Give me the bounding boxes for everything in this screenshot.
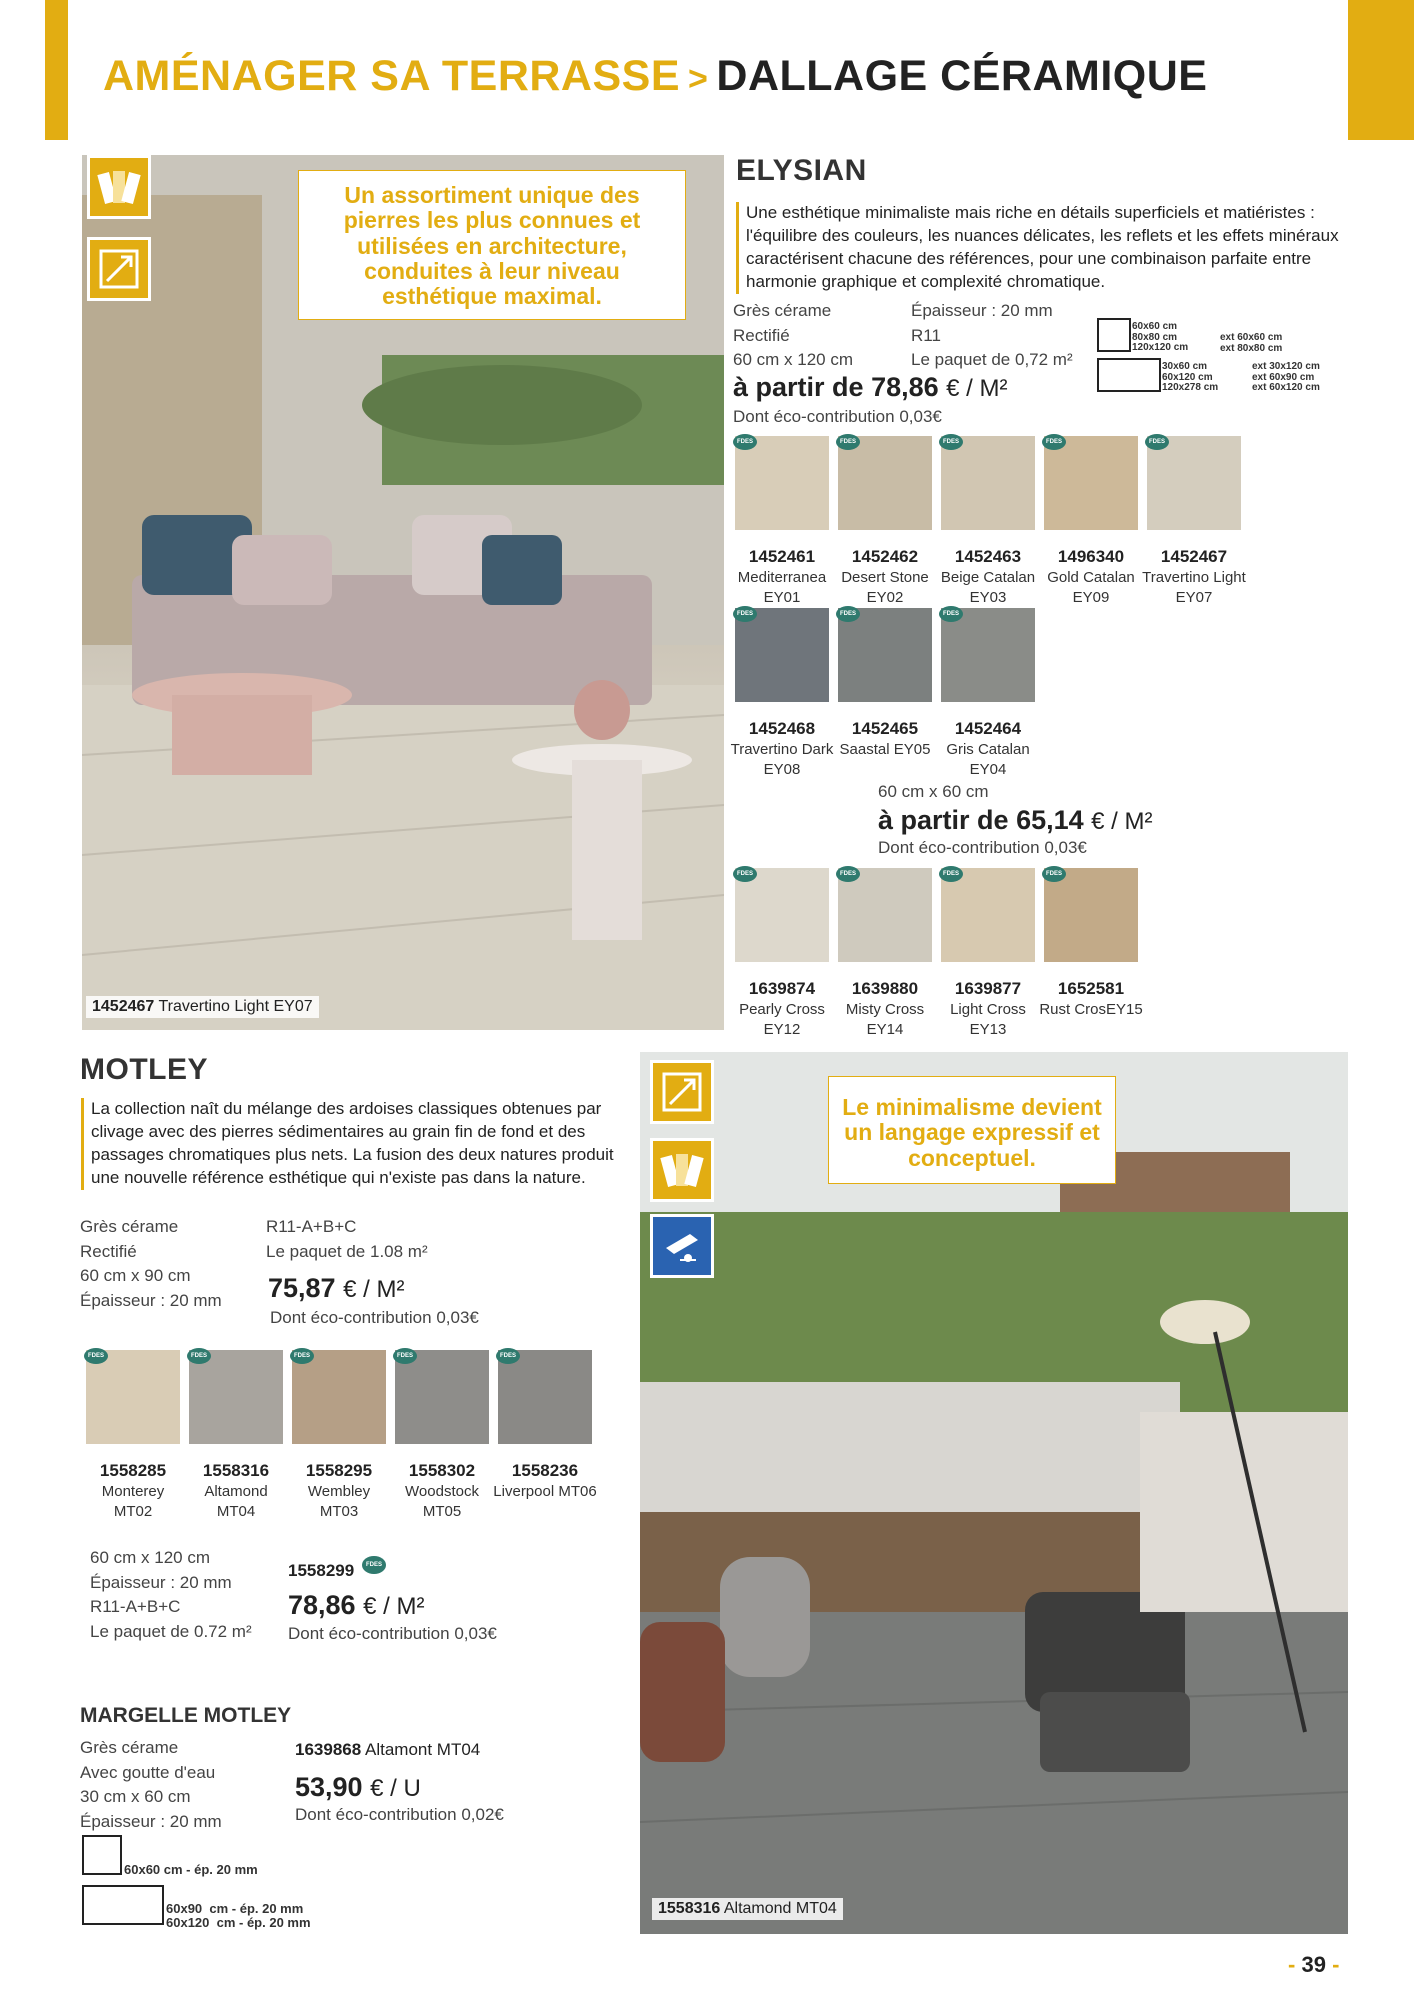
tile-code: 1452467 <box>1160 547 1228 566</box>
motley-big-spec-package: Le paquet de 0.72 m² <box>90 1621 252 1641</box>
tile-reference <box>833 546 937 607</box>
elysian-price <box>733 372 1008 403</box>
motley-spec-thickness: Épaisseur : 20 mm <box>80 1290 222 1310</box>
tile-code: 1558236 <box>511 1461 579 1480</box>
fdes-badge: FDES <box>362 1556 386 1574</box>
fdes-badge: FDES <box>187 1348 211 1364</box>
tile-name: Mediterranea EY01 <box>737 569 827 606</box>
tile-swatch <box>941 608 1035 702</box>
elysian-spec-size: 60 cm x 120 cm <box>733 350 853 370</box>
tile-reference <box>493 1460 597 1502</box>
tile-name: Travertino Dark EY08 <box>730 741 834 778</box>
motley-callout: Le minimalisme devient un langage expressif et conceptuel. <box>828 1076 1116 1184</box>
tile-reference <box>730 978 834 1039</box>
margelle-code: 1639868 <box>295 1740 362 1759</box>
motley-spec-size: 60 cm x 90 cm <box>80 1266 191 1286</box>
elysian-format-box2-text: 30x60 cm 60x120 cm 120x278 cm <box>1162 361 1219 393</box>
elysian-eco: Dont éco-contribution 0,03€ <box>733 407 942 426</box>
tile-code: 1452468 <box>748 719 816 738</box>
tile-swatch <box>292 1350 386 1444</box>
motley-big-price-unit: € / M² <box>363 1593 425 1620</box>
elysian-price-prefix: à partir de <box>733 372 864 402</box>
motley-spec-package: Le paquet de 1.08 m² <box>266 1241 428 1261</box>
tile-swatch <box>941 436 1035 530</box>
page-number-value: 39 <box>1301 1952 1326 1977</box>
large-format-icon <box>650 1060 714 1124</box>
elysian-spec-finish: Rectifié <box>733 325 790 345</box>
elysian-format-box2-ext <box>1252 362 1320 394</box>
elysian-price-unit: € / M² <box>946 375 1008 402</box>
photo2-caption-name: Altamond MT04 <box>723 1900 837 1917</box>
tile-code: 1639874 <box>748 979 816 998</box>
margelle-price <box>295 1772 421 1803</box>
motley-price-unit: € / M² <box>343 1276 405 1303</box>
elysian-price2 <box>878 805 1153 836</box>
elysian-format-box1-ext-text: ext 60x60 cm ext 80x80 cm <box>1220 332 1283 354</box>
elysian-format-box1-ext <box>1220 333 1282 354</box>
elysian-price-value: 78,86 <box>871 372 939 402</box>
tile-name: Pearly Cross EY12 <box>739 1001 825 1038</box>
margelle-spec-size: 30 cm x 60 cm <box>80 1787 191 1807</box>
tile-reference <box>390 1460 494 1521</box>
tile-swatch <box>735 436 829 530</box>
fdes-badge: FDES <box>733 434 757 450</box>
margelle-spec-material: Grès cérame <box>80 1738 179 1757</box>
fdes-badge: FDES <box>836 606 860 622</box>
tile-reference <box>833 978 937 1039</box>
motley-title: MOTLEY <box>80 1053 208 1086</box>
elysian-spec-package: Le paquet de 0,72 m² <box>911 350 1073 370</box>
tile-name: Light Cross EY13 <box>950 1001 1026 1038</box>
tile-code: 1452465 <box>851 719 919 738</box>
fdes-badge: FDES <box>733 866 757 882</box>
motley-big-price <box>288 1590 424 1621</box>
tile-name: Desert Stone EY02 <box>841 569 929 606</box>
tile-swatch <box>86 1350 180 1444</box>
header-accent-bar-right <box>1348 0 1414 140</box>
tile-swatch <box>735 608 829 702</box>
motley-eco: Dont éco-contribution 0,03€ <box>270 1308 479 1327</box>
tile-reference <box>81 1460 185 1521</box>
page-number: - 39 - <box>1288 1952 1340 1977</box>
motley-big-spec-thickness: Épaisseur : 20 mm <box>90 1572 232 1592</box>
tile-name: Rust CrosEY15 <box>1039 1001 1143 1019</box>
elysian-eco2: Dont éco-contribution 0,03€ <box>878 838 1087 857</box>
tile-swatch <box>735 868 829 962</box>
tile-name: Gold Catalan EY09 <box>1047 569 1135 606</box>
format-rectangle-icon <box>1097 358 1161 392</box>
margelle-eco: Dont éco-contribution 0,02€ <box>295 1805 504 1824</box>
tile-name: Travertino Light EY07 <box>1142 569 1246 606</box>
photo1-caption-code: 1452467 <box>92 998 155 1015</box>
tile-code: 1652581 <box>1057 979 1125 998</box>
photo1-caption-name: Travertino Light EY07 <box>158 998 313 1015</box>
margelle-price-unit: € / U <box>370 1775 421 1802</box>
elysian-price2-value: 65,14 <box>1016 805 1084 835</box>
tile-reference <box>730 718 834 779</box>
margelle-ref <box>295 1740 480 1760</box>
title-part2: DALLAGE CÉRAMIQUE <box>716 52 1208 100</box>
elysian-spec-left <box>733 299 853 373</box>
tile-code: 1452462 <box>851 547 919 566</box>
elysian-format-box1-text: 60x60 cm 80x80 cm 120x120 cm <box>1132 321 1189 353</box>
tile-name: Misty Cross EY14 <box>845 1001 925 1038</box>
tile-name: Gris Catalan EY04 <box>946 741 1030 778</box>
margelle-spec <box>80 1736 222 1835</box>
tile-name: Altamond MT04 <box>204 1483 268 1520</box>
tile-reference <box>936 718 1040 779</box>
margelle-format2: 60x90 cm - ép. 20 mm 60x120 cm - ép. 20 mm <box>166 1901 311 1930</box>
margelle-spec-drip: Avec goutte d'eau <box>80 1762 216 1782</box>
elysian-spec-material: Grès cérame <box>733 301 832 320</box>
margelle-format1: 60x60 cm - ép. 20 mm <box>124 1862 258 1877</box>
motley-spec-slip: R11-A+B+C <box>266 1217 357 1236</box>
motley-big-spec-size: 60 cm x 120 cm <box>90 1548 210 1567</box>
tile-code: 1452463 <box>954 547 1022 566</box>
terrace-photo-motley <box>640 1052 1348 1934</box>
tile-swatch <box>1044 436 1138 530</box>
page-title <box>103 52 1207 101</box>
tile-swatch <box>395 1350 489 1444</box>
tile-name: Beige Catalan EY03 <box>940 569 1036 606</box>
format-rectangle-icon <box>82 1885 164 1925</box>
tile-name: Woodstock MT05 <box>405 1483 479 1520</box>
terrace-scene-illustration <box>640 1052 1348 1934</box>
tile-code: 1558295 <box>305 1461 373 1480</box>
margelle-spec-thickness: Épaisseur : 20 mm <box>80 1811 222 1831</box>
elysian-size2: 60 cm x 60 cm <box>878 782 989 801</box>
fdes-badge: FDES <box>1042 434 1066 450</box>
tile-reference <box>936 546 1040 607</box>
fdes-badge: FDES <box>836 866 860 882</box>
format-square-icon <box>1097 318 1131 352</box>
anti-slip-icon <box>650 1214 714 1278</box>
elysian-format-box2-ext-text: ext 30x120 cm ext 60x90 cm ext 60x120 cm <box>1252 361 1320 393</box>
elysian-price2-prefix: à partir de <box>878 805 1009 835</box>
tile-reference <box>287 1460 391 1521</box>
tile-reference <box>936 978 1040 1039</box>
tile-reference <box>1142 546 1246 607</box>
photo2-caption-code: 1558316 <box>658 1900 721 1917</box>
color-palette-icon <box>650 1138 714 1202</box>
motley-price <box>268 1273 404 1304</box>
header-accent-bar-left <box>45 0 68 140</box>
large-format-icon <box>87 237 151 301</box>
tile-code: 1558316 <box>202 1461 270 1480</box>
fdes-badge: FDES <box>1145 434 1169 450</box>
motley-big-price-value: 78,86 <box>288 1590 356 1620</box>
motley-spec-left <box>80 1215 222 1314</box>
photo2-caption <box>652 1898 843 1920</box>
fdes-badge: FDES <box>939 866 963 882</box>
tile-code: 1639880 <box>851 979 919 998</box>
tile-name: Wembley MT03 <box>307 1483 371 1520</box>
margelle-price-value: 53,90 <box>295 1772 363 1802</box>
tile-name: Liverpool MT06 <box>493 1483 597 1501</box>
motley-price-value: 75,87 <box>268 1273 336 1303</box>
tile-swatch <box>838 436 932 530</box>
title-separator: > <box>688 60 709 98</box>
elysian-format-box2 <box>1162 362 1218 394</box>
title-part1: AMÉNAGER SA TERRASSE <box>103 52 681 100</box>
fdes-badge: FDES <box>84 1348 108 1364</box>
tile-name: Monterey MT02 <box>101 1483 165 1520</box>
fdes-badge: FDES <box>496 1348 520 1364</box>
tile-reference <box>184 1460 288 1521</box>
elysian-title: ELYSIAN <box>736 154 867 187</box>
fdes-badge: FDES <box>939 434 963 450</box>
elysian-spec-right <box>911 299 1073 373</box>
motley-spec-material: Grès cérame <box>80 1217 179 1236</box>
motley-description: La collection naît du mélange des ardoises classiques obtenues par clivage avec des pierres sédimentaires au grain fin de fond et des passages chromatiques plus nets. La fusion des deux natures produit une nouvelle référence esthétique qui n'existe pas dans la nature. <box>81 1098 621 1190</box>
tile-code: 1639877 <box>954 979 1022 998</box>
motley-big-spec-slip: R11-A+B+C <box>90 1597 181 1617</box>
elysian-spec-slip: R11 <box>911 325 941 345</box>
photo1-caption <box>86 996 319 1018</box>
tile-reference <box>730 546 834 607</box>
tile-code: 1558285 <box>99 1461 167 1480</box>
tile-swatch <box>1147 436 1241 530</box>
color-palette-icon <box>87 155 151 219</box>
tile-reference <box>1039 546 1143 607</box>
tile-reference <box>1039 978 1143 1020</box>
elysian-callout: Un assortiment unique des pierres les plus connues et utilisées en architecture, conduites à leur niveau esthétique maximal. <box>298 170 686 320</box>
fdes-badge: FDES <box>290 1348 314 1364</box>
tile-code: 1452464 <box>954 719 1022 738</box>
motley-big-code: 1558299 <box>288 1561 355 1580</box>
tile-swatch <box>498 1350 592 1444</box>
motley-big-spec <box>90 1546 252 1645</box>
elysian-spec-thickness: Épaisseur : 20 mm <box>911 301 1053 320</box>
elysian-description: Une esthétique minimaliste mais riche en détails superficiels et matiéristes : l'équilibre des couleurs, les nuances délicates, les reflets et les effets minéraux caractérisent chacune des références, pour une combinaison parfaite entre harmonie graphique et complexité chromatique. <box>736 202 1348 294</box>
tile-code: 1452461 <box>748 547 816 566</box>
tile-swatch <box>941 868 1035 962</box>
fdes-badge: FDES <box>836 434 860 450</box>
tile-name: Saastal EY05 <box>839 741 931 759</box>
fdes-badge: FDES <box>733 606 757 622</box>
tile-code: 1558302 <box>408 1461 476 1480</box>
elysian-price2-unit: € / M² <box>1091 808 1153 835</box>
motley-spec-finish: Rectifié <box>80 1241 137 1261</box>
margelle-name: Altamont MT04 <box>364 1740 481 1759</box>
tile-swatch <box>838 868 932 962</box>
margelle-title: MARGELLE MOTLEY <box>80 1704 292 1727</box>
tile-swatch <box>1044 868 1138 962</box>
tile-swatch <box>189 1350 283 1444</box>
tile-code: 1496340 <box>1057 547 1125 566</box>
motley-spec-right <box>266 1215 428 1264</box>
fdes-badge: FDES <box>393 1348 417 1364</box>
fdes-badge: FDES <box>939 606 963 622</box>
elysian-format-box1 <box>1132 322 1188 354</box>
format-square-icon <box>82 1835 122 1875</box>
tile-reference <box>833 718 937 760</box>
tile-swatch <box>838 608 932 702</box>
motley-big-eco: Dont éco-contribution 0,03€ <box>288 1624 497 1643</box>
fdes-badge: FDES <box>1042 866 1066 882</box>
